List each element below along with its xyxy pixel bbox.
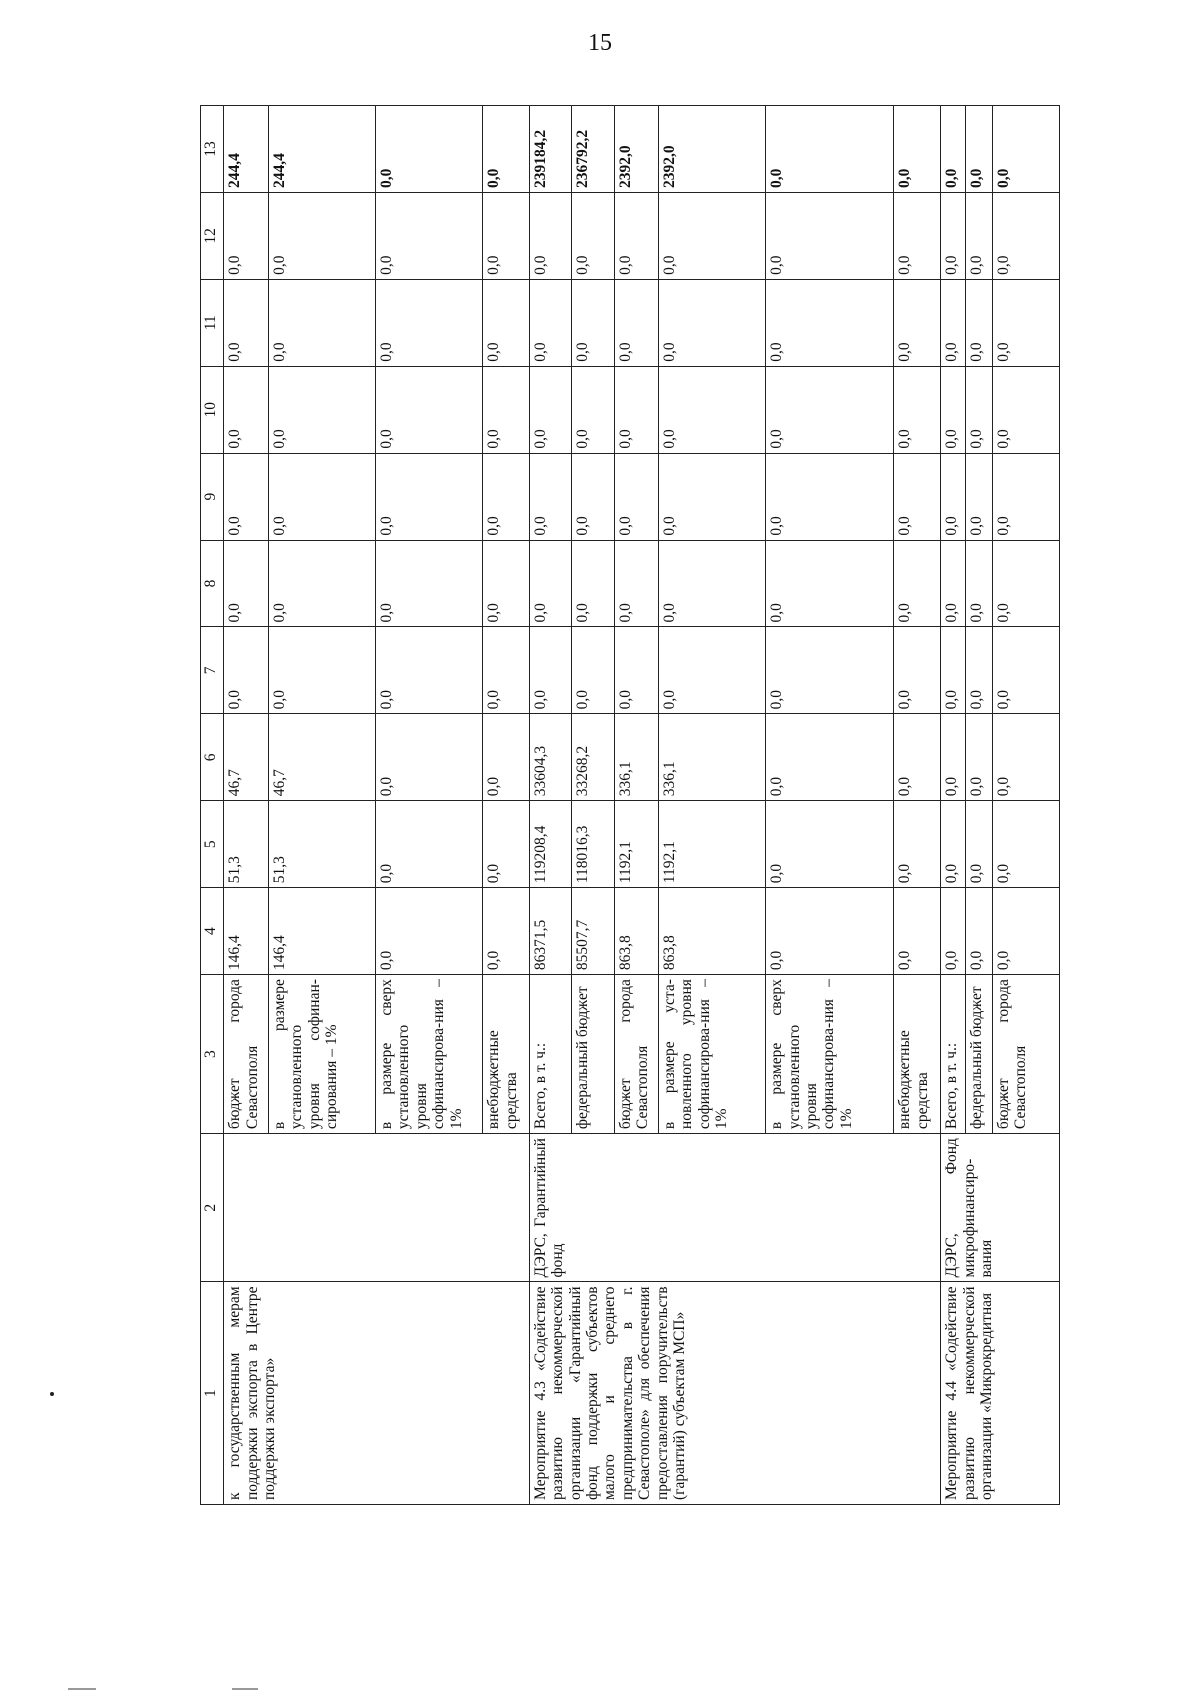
value-cell: 0,0 — [376, 366, 483, 453]
value-cell: 0,0 — [941, 453, 966, 540]
value-cell: 0,0 — [966, 888, 993, 975]
value-cell: 0,0 — [894, 627, 941, 714]
value-cell: 0,0 — [614, 279, 658, 366]
col-header: 7 — [201, 627, 224, 714]
value-cell: 46,7 — [224, 714, 269, 801]
value-cell: 0,0 — [376, 888, 483, 975]
measure-name-cell: к государственным мерам поддержки экспорта в Центре поддержки экспорта» — [224, 1282, 530, 1505]
value-cell: 0,0 — [766, 888, 894, 975]
total-value-cell: 0,0 — [966, 106, 993, 193]
budget-table — [200, 105, 1060, 1505]
value-cell: 0,0 — [941, 540, 966, 627]
value-cell: 0,0 — [766, 540, 894, 627]
value-cell: 0,0 — [992, 279, 1059, 366]
value-cell: 1192,1 — [659, 801, 766, 888]
value-cell: 86371,5 — [530, 888, 572, 975]
value-cell: 0,0 — [530, 366, 572, 453]
total-value-cell: 0,0 — [376, 106, 483, 193]
value-cell: 119208,4 — [530, 801, 572, 888]
value-cell: 336,1 — [614, 714, 658, 801]
value-cell: 0,0 — [269, 192, 376, 279]
value-cell: 0,0 — [572, 279, 614, 366]
value-cell: 336,1 — [659, 714, 766, 801]
value-cell: 0,0 — [992, 888, 1059, 975]
col-header: 10 — [201, 366, 224, 453]
value-cell: 0,0 — [766, 714, 894, 801]
total-value-cell: 236792,2 — [572, 106, 614, 193]
funding-source-cell: федеральный бюджет — [966, 975, 993, 1134]
col-header: 3 — [201, 975, 224, 1134]
total-value-cell: 2392,0 — [659, 106, 766, 193]
column-number-row — [201, 106, 224, 1505]
value-cell: 0,0 — [224, 192, 269, 279]
value-cell: 0,0 — [269, 366, 376, 453]
funding-source-cell: внебюджетные средства — [894, 975, 941, 1134]
measure-name-cell: Мероприятие 4.3 «Содействие развитию некоммерческой организации «Гарантийный фонд поддержки субъектов малого и среднего предпринимательства в г. Севастополе» для обеспечения предоставления поручительств (гарантий) субъектам МСП» — [530, 1282, 941, 1505]
value-cell: 0,0 — [376, 453, 483, 540]
value-cell: 0,0 — [269, 279, 376, 366]
value-cell: 0,0 — [269, 540, 376, 627]
col-header: 6 — [201, 714, 224, 801]
table-row — [530, 106, 572, 1505]
funding-source-cell: бюджет города Севастополя — [992, 975, 1059, 1134]
value-cell: 0,0 — [992, 801, 1059, 888]
value-cell: 0,0 — [530, 192, 572, 279]
table-row — [224, 106, 269, 1505]
value-cell: 0,0 — [483, 279, 530, 366]
value-cell: 0,0 — [966, 627, 993, 714]
value-cell: 85507,7 — [572, 888, 614, 975]
value-cell: 0,0 — [941, 192, 966, 279]
value-cell: 0,0 — [966, 453, 993, 540]
value-cell: 0,0 — [941, 888, 966, 975]
total-value-cell: 244,4 — [269, 106, 376, 193]
value-cell: 0,0 — [269, 453, 376, 540]
value-cell: 0,0 — [483, 192, 530, 279]
value-cell: 0,0 — [483, 801, 530, 888]
funding-source-cell: Всего, в т. ч.: — [530, 975, 572, 1134]
value-cell: 0,0 — [941, 366, 966, 453]
stray-dot — [50, 1392, 54, 1396]
col-header: 5 — [201, 801, 224, 888]
value-cell: 0,0 — [941, 279, 966, 366]
total-value-cell: 0,0 — [941, 106, 966, 193]
funding-source-cell: Всего, в т. ч.: — [941, 975, 966, 1134]
value-cell: 0,0 — [894, 192, 941, 279]
total-value-cell: 244,4 — [224, 106, 269, 193]
value-cell: 0,0 — [894, 714, 941, 801]
value-cell: 0,0 — [966, 279, 993, 366]
value-cell: 0,0 — [992, 714, 1059, 801]
funding-source-cell: бюджет города Севастополя — [614, 975, 658, 1134]
value-cell: 46,7 — [269, 714, 376, 801]
col-header: 9 — [201, 453, 224, 540]
value-cell: 0,0 — [376, 714, 483, 801]
value-cell: 0,0 — [659, 366, 766, 453]
value-cell: 33268,2 — [572, 714, 614, 801]
value-cell: 0,0 — [483, 453, 530, 540]
total-value-cell: 2392,0 — [614, 106, 658, 193]
page-number: 15 — [588, 30, 612, 56]
value-cell: 0,0 — [992, 627, 1059, 714]
value-cell: 0,0 — [894, 453, 941, 540]
value-cell: 0,0 — [530, 453, 572, 540]
value-cell: 0,0 — [614, 192, 658, 279]
value-cell: 0,0 — [269, 627, 376, 714]
funding-source-cell: в размере уста-новленного уровня софинансирова-ния – 1% — [659, 975, 766, 1134]
value-cell: 0,0 — [766, 366, 894, 453]
value-cell: 0,0 — [530, 540, 572, 627]
col-header: 4 — [201, 888, 224, 975]
funding-source-cell: бюджет города Севастополя — [224, 975, 269, 1134]
value-cell: 0,0 — [941, 714, 966, 801]
value-cell: 0,0 — [530, 627, 572, 714]
value-cell: 0,0 — [614, 366, 658, 453]
value-cell: 0,0 — [894, 279, 941, 366]
total-value-cell: 0,0 — [483, 106, 530, 193]
value-cell: 0,0 — [766, 453, 894, 540]
value-cell: 118016,3 — [572, 801, 614, 888]
scan-mark-left — [68, 1688, 96, 1690]
value-cell: 0,0 — [376, 192, 483, 279]
value-cell: 0,0 — [894, 540, 941, 627]
col-header: 8 — [201, 540, 224, 627]
value-cell: 0,0 — [659, 279, 766, 366]
measure-name-cell: Мероприятие 4.4 «Содействие развитию некоммерческой организации «Микрокредитная — [941, 1282, 1060, 1505]
value-cell: 0,0 — [966, 192, 993, 279]
value-cell: 0,0 — [966, 366, 993, 453]
value-cell: 0,0 — [894, 366, 941, 453]
value-cell: 0,0 — [376, 540, 483, 627]
table-row — [941, 106, 966, 1505]
value-cell: 0,0 — [224, 627, 269, 714]
value-cell: 0,0 — [572, 453, 614, 540]
total-value-cell: 239184,2 — [530, 106, 572, 193]
value-cell: 0,0 — [572, 192, 614, 279]
value-cell: 0,0 — [614, 453, 658, 540]
value-cell: 0,0 — [614, 627, 658, 714]
value-cell: 0,0 — [766, 627, 894, 714]
value-cell: 0,0 — [572, 366, 614, 453]
col-header: 12 — [201, 192, 224, 279]
funding-source-cell: в размере установленного уровня софинан-сирования – 1% — [269, 975, 376, 1134]
executor-cell: ДЭРС, Гарантийный фонд — [530, 1134, 941, 1282]
rotated-table-wrapper — [200, 105, 1060, 1505]
value-cell: 0,0 — [941, 627, 966, 714]
value-cell: 0,0 — [483, 888, 530, 975]
value-cell: 0,0 — [483, 627, 530, 714]
value-cell: 146,4 — [224, 888, 269, 975]
value-cell: 0,0 — [376, 801, 483, 888]
value-cell: 0,0 — [992, 366, 1059, 453]
value-cell: 0,0 — [530, 279, 572, 366]
value-cell: 0,0 — [224, 540, 269, 627]
value-cell: 0,0 — [966, 714, 993, 801]
value-cell: 0,0 — [483, 714, 530, 801]
value-cell: 0,0 — [766, 279, 894, 366]
funding-source-cell: в размере сверх установленного уровня софинансирова-ния – 1% — [376, 975, 483, 1134]
executor-cell: ДЭРС, Фонд микрофинансиро-вания — [941, 1134, 1060, 1282]
value-cell: 0,0 — [224, 366, 269, 453]
scan-mark-right — [232, 1688, 258, 1690]
value-cell: 0,0 — [483, 366, 530, 453]
col-header: 2 — [201, 1134, 224, 1282]
col-header: 1 — [201, 1282, 224, 1505]
value-cell: 0,0 — [766, 801, 894, 888]
value-cell: 1192,1 — [614, 801, 658, 888]
value-cell: 0,0 — [894, 888, 941, 975]
value-cell: 0,0 — [224, 279, 269, 366]
value-cell: 51,3 — [269, 801, 376, 888]
value-cell: 0,0 — [376, 627, 483, 714]
executor-cell — [224, 1134, 530, 1282]
value-cell: 863,8 — [614, 888, 658, 975]
value-cell: 0,0 — [992, 540, 1059, 627]
value-cell: 0,0 — [659, 453, 766, 540]
value-cell: 0,0 — [614, 540, 658, 627]
value-cell: 51,3 — [224, 801, 269, 888]
value-cell: 0,0 — [572, 540, 614, 627]
value-cell: 0,0 — [966, 801, 993, 888]
total-value-cell: 0,0 — [992, 106, 1059, 193]
funding-source-cell: внебюджетные средства — [483, 975, 530, 1134]
value-cell: 0,0 — [483, 540, 530, 627]
value-cell: 0,0 — [224, 453, 269, 540]
value-cell: 0,0 — [659, 192, 766, 279]
col-header: 11 — [201, 279, 224, 366]
value-cell: 0,0 — [376, 279, 483, 366]
value-cell: 0,0 — [659, 627, 766, 714]
value-cell: 0,0 — [894, 801, 941, 888]
value-cell: 0,0 — [966, 540, 993, 627]
total-value-cell: 0,0 — [766, 106, 894, 193]
funding-source-cell: в размере сверх установленного уровня софинансирова-ния – 1% — [766, 975, 894, 1134]
value-cell: 0,0 — [992, 192, 1059, 279]
value-cell: 863,8 — [659, 888, 766, 975]
value-cell: 0,0 — [992, 453, 1059, 540]
value-cell: 146,4 — [269, 888, 376, 975]
funding-source-cell: федеральный бюджет — [572, 975, 614, 1134]
col-header: 13 — [201, 106, 224, 193]
value-cell: 33604,3 — [530, 714, 572, 801]
value-cell: 0,0 — [941, 801, 966, 888]
total-value-cell: 0,0 — [894, 106, 941, 193]
value-cell: 0,0 — [659, 540, 766, 627]
value-cell: 0,0 — [572, 627, 614, 714]
value-cell: 0,0 — [766, 192, 894, 279]
